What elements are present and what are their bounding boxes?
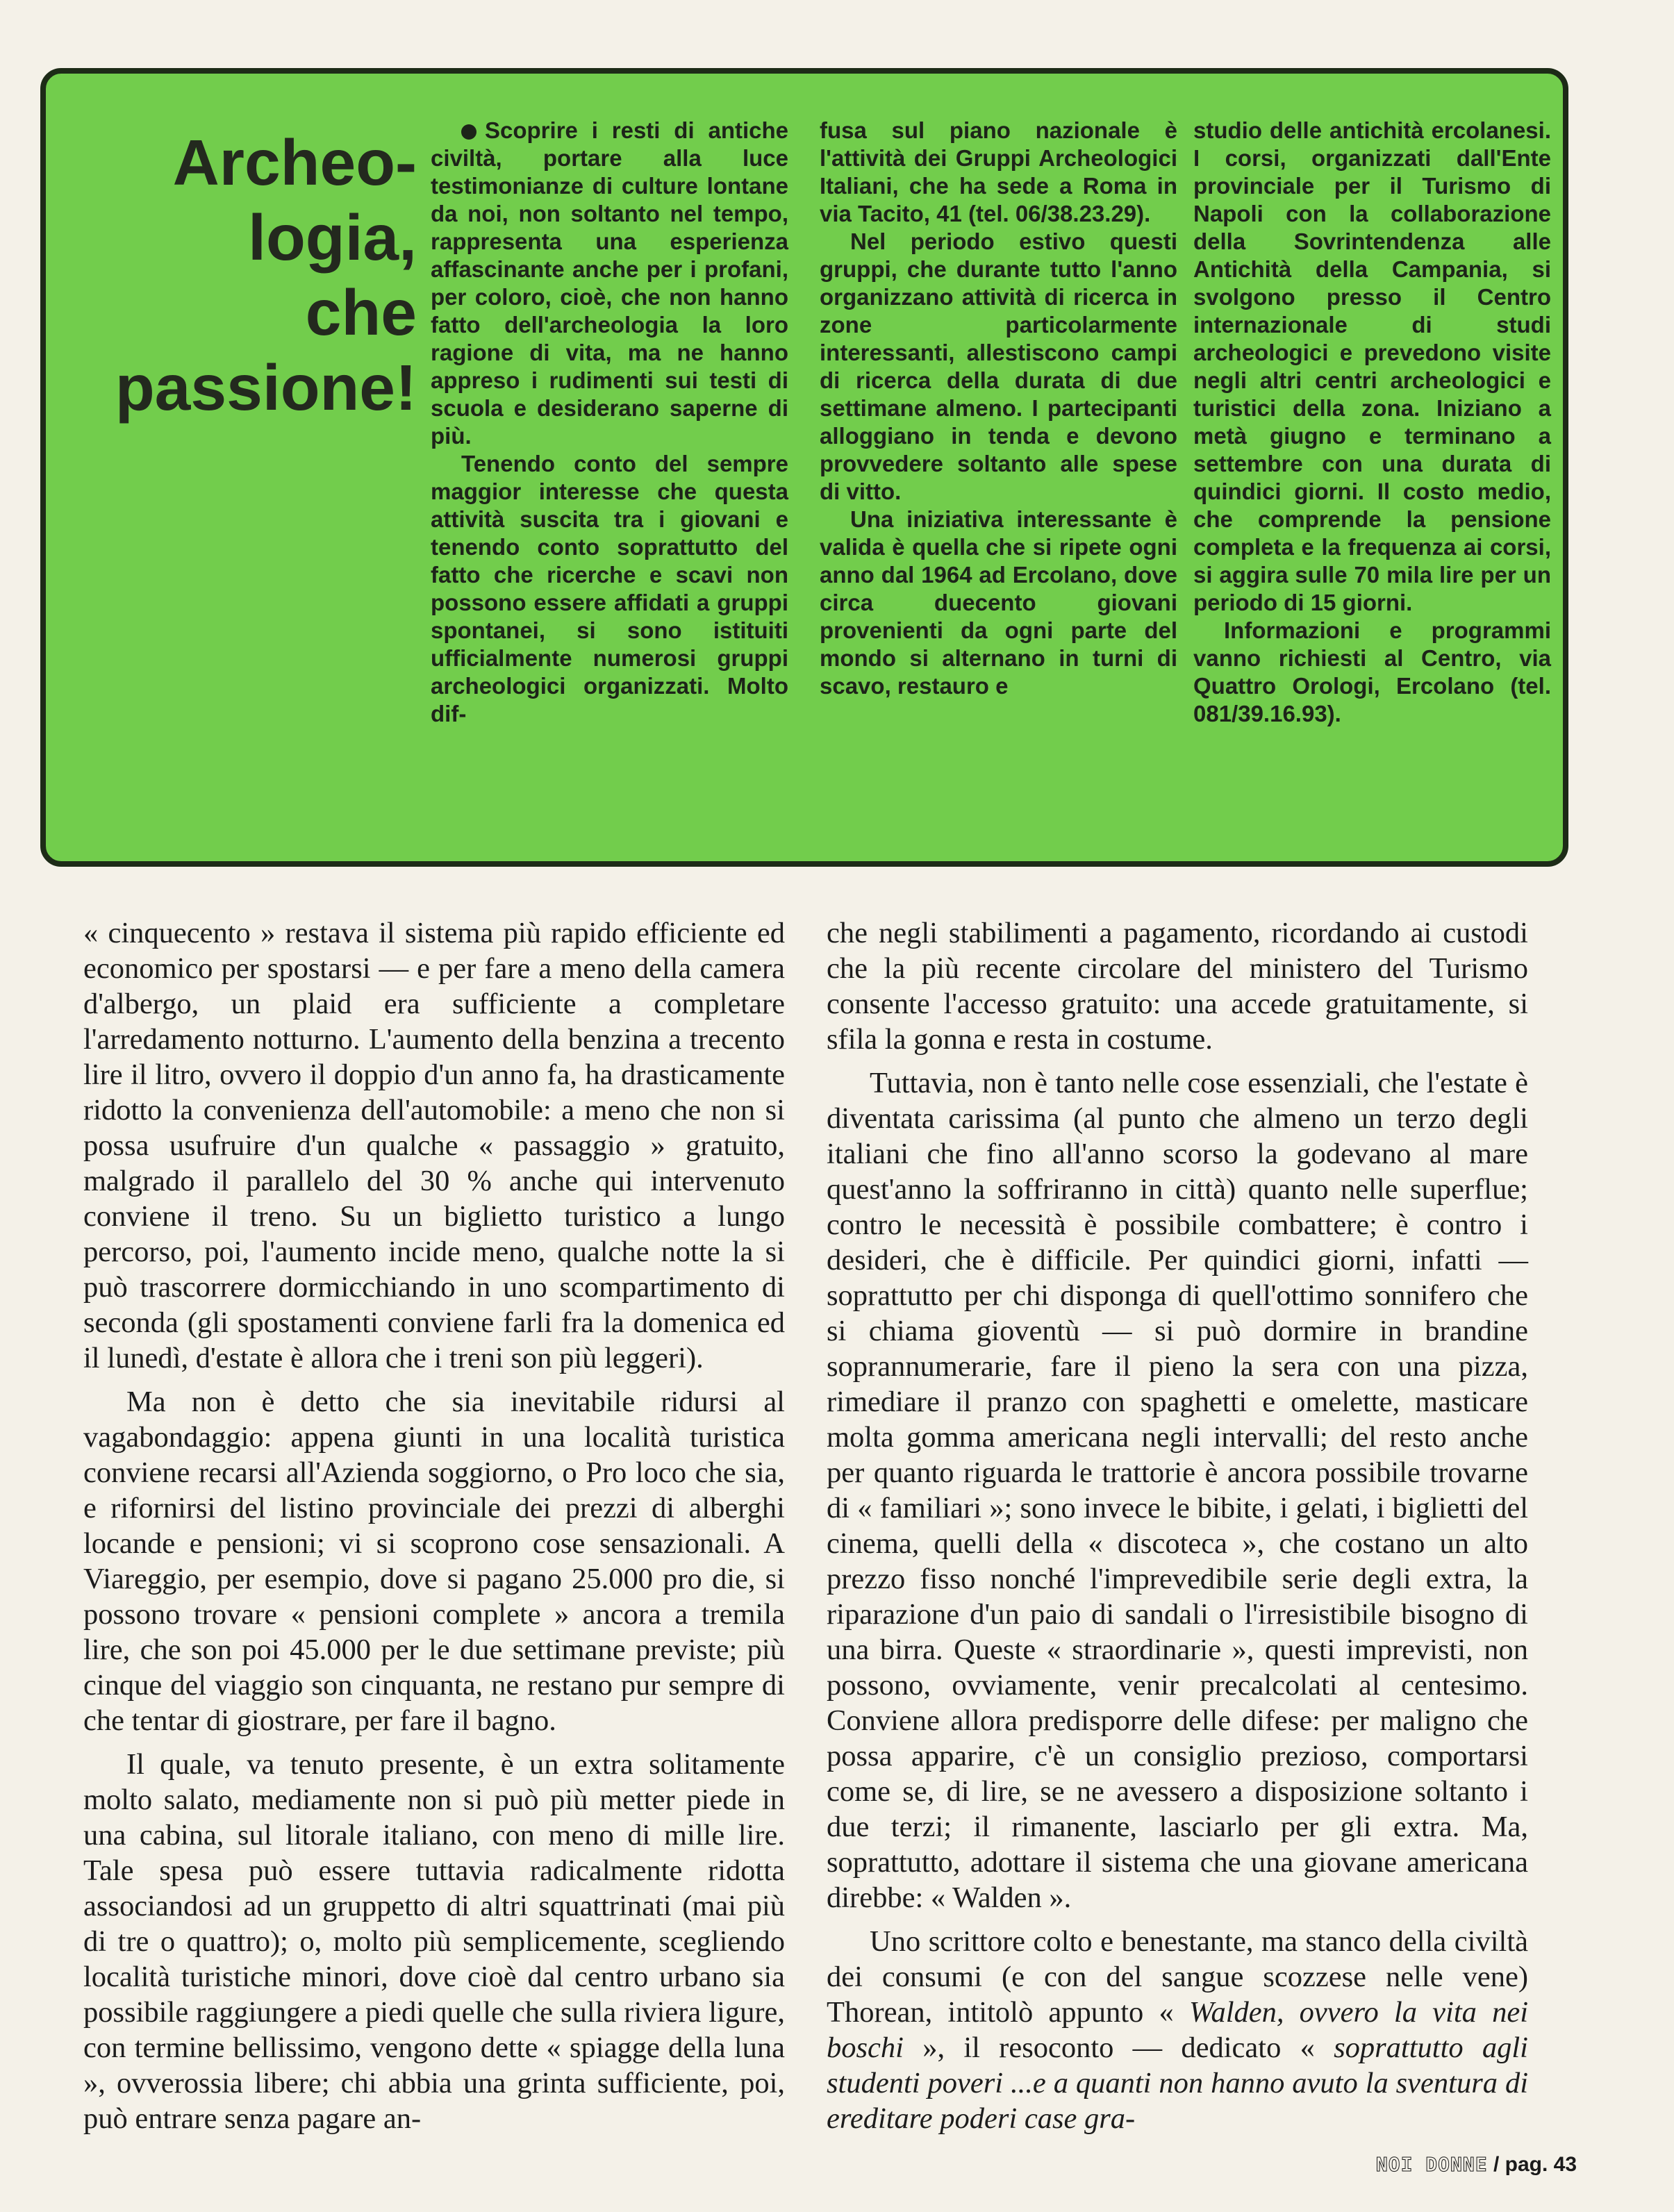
sidebar-paragraph (431, 117, 788, 450)
page-number: pag. 43 (1505, 2153, 1577, 2176)
bullet-icon (461, 124, 476, 140)
article-column-right (827, 915, 1528, 2145)
magazine-name: NOI DONNE (1375, 2153, 1488, 2176)
footer-separator: / (1493, 2153, 1500, 2176)
page-footer (1376, 2153, 1577, 2177)
article-text: », il resoconto — dedicato « (903, 2031, 1334, 2064)
sidebar-paragraph: Informazioni e programmi vanno richiesti al Centro, via Quattro Orologi, Ercolano (tel. 081/39.16.93). (1193, 617, 1551, 726)
article-column-left (83, 915, 785, 2145)
sidebar-paragraph: Tenendo conto del sempre maggior interesse che questa attività suscita tra i giovani e tenendo conto soprattutto del fatto che ricerche e scavi non possono essere affidati a gruppi spontanei, si sono istituiti ufficialmente numerosi gruppi archeologici organizzati. Molto dif- (431, 451, 788, 726)
article-paragraph: che negli stabilimenti a pagamento, ricordando ai custodi che la più recente circolare del ministero del Turismo consente l'accesso gratuito: una accede gratuitamente, si sfila la gonna e resta in costume. (827, 917, 1528, 1056)
sidebar-title (111, 125, 417, 425)
sidebar-paragraph: Nel periodo estivo questi gruppi, che durante tutto l'anno organizzano attività di ricerca in zone particolarmente interessanti, allestiscono campi di ricerca della durata di due settimane almeno. I partecipanti alloggiano in tenda e devono provvedere soltanto alle spese di vitto. (820, 228, 1177, 504)
sidebar-title-line: logia, (248, 201, 417, 274)
sidebar-title-line: passione! (115, 351, 417, 424)
sidebar-paragraph: studio delle antichità ercolanesi. I corsi, organizzati dall'Ente provinciale per il Turismo di Napoli con la collaborazione della Sovrintendenza alle Antichità della Campania, si svolgono presso il Centro internazionale di studi archeologici e prevedono visite negli altri centri archeologici e turistici della zona. Iniziano a metà giugno e terminano a settembre con una durata di quindici giorni. Il costo medio, che comprende la pensione completa e la frequenza ai corsi, si aggira sulle 70 mila lire per un periodo di 15 giorni. (1193, 117, 1551, 615)
article-paragraph: Il quale, va tenuto presente, è un extra solitamente molto salato, mediamente non si può più metter piede in una cabina, sul litorale italiano, con meno di mille lire. Tale spesa può essere tuttavia radicalmente ridotta associandosi ad un gruppetto di altri squattrinati (mai più di tre o quattro); o, molto più semplicemente, scegliendo località turistiche minori, dove cioè dal centro urbano sia possibile raggiungere a piedi quelle che sulla riviera ligure, con termine bellissimo, vengono dette « spiagge della luna », ovverossia libere; chi abbia una grinta sufficiente, poi, può entrare senza pagare an- (83, 1748, 785, 2135)
article-text: Uno scrittore colto e benestante, ma stanco della civiltà dei consumi (e con del sangue scozzese nelle vene) Thorean, intitolò appunto « (827, 1925, 1528, 2029)
article-paragraph (827, 1924, 1528, 2136)
sidebar-title-line: Archeo- (172, 126, 417, 199)
sidebar-paragraph-text: Scoprire i resti di antiche civiltà, portare alla luce testimonianze di culture lontane da noi, non soltanto nel tempo, rappresenta una esperienza affascinante anche per i profani, per coloro, cioè, che non hanno fatto dell'archeologia la loro ragione di vita, ma ne hanno appreso i rudimenti sui testi di scuola e desiderano saperne di più. (431, 117, 788, 449)
book-title: Walden, ovvero la vita nei boschi (827, 1996, 1528, 2064)
sidebar-paragraph: fusa sul piano nazionale è l'attività dei Gruppi Archeologici Italiani, che ha sede a Roma in via Tacito, 41 (tel. 06/38.23.29). (820, 117, 1177, 226)
article-paragraph: Tuttavia, non è tanto nelle cose essenziali, che l'estate è diventata carissima (al punto che almeno un terzo degli italiani che fino all'anno scorso la godevano al mare quest'anno la soffriranno in città) quanto nelle superflue; contro le necessità è possibile combattere; è contro i desideri, che è difficile. Per quindici giorni, infatti — soprattutto per chi disponga di quell'ottimo sonnifero che si chiama gioventù — si può dormire in brandine soprannumerarie, fare il pieno la sera con una pizza, rimediare il pranzo con spaghetti e omelette, masticare molta gomma americana negli intervalli; del resto anche per quanto riguarda le trattorie è ancora possibile trovarne di « familiari »; sono invece le bibite, i gelati, i biglietti del cinema, quelli della « discoteca », che costano un alto prezzo fisso nonché l'imprevedibile serie degli extra, la riparazione d'un paio di sandali o l'irresistibile bisogno di una birra. Queste « straordinarie », questi imprevisti, non possono, ovviamente, venir precalcolati al centesimo. Conviene allora predisporre delle difese: per maligno che possa apparire, c'è un consiglio prezioso, comportarsi come se, di lire, se ne avessero a disposizione soltanto i due terzi; il rimanente, lasciarlo per gli extra. Ma, soprattutto, adottare il sistema che una giovane americana direbbe: « Walden ». (827, 1067, 1528, 1914)
sidebar-title-line: che (305, 276, 417, 349)
article-paragraph: Ma non è detto che sia inevitabile ridursi al vagabondaggio: appena giunti in una località turistica conviene recarsi all'Azienda soggiorno, o Pro loco che sia, e rifornirsi del listino provinciale dei prezzi di alberghi locande e pensioni; vi si scoprono cose sensazionali. A Viareggio, per esempio, dove si pagano 25.000 pro die, si possono trovare « pensioni complete » ancora a tremila lire, che son poi 45.000 per le due settimane previste; più cinque del viaggio son cinquanta, ne restano pur sempre di che tentar di giostrare, per fare il bagno. (83, 1386, 785, 1737)
article-paragraph: « cinquecento » restava il sistema più rapido efficiente ed economico per spostarsi — e per fare a meno della camera d'albergo, un plaid era sufficiente a completare l'arredamento notturno. L'aumento della benzina a trecento lire il litro, ovvero il doppio d'un anno fa, ha drasticamente ridotto la convenienza dell'automobile: a meno che non si possa usufruire d'un qualche « passaggio » gratuito, malgrado il parallelo del 30 % anche qui intervenuto conviene il treno. Su un biglietto turistico a lungo percorso, poi, l'aumento incide meno, qualche notte la si può trascorrere dormicchiando in uno scompartimento di seconda (gli spostamenti conviene farli fra la domenica ed il lunedì, d'estate è allora che i treni son più leggeri). (83, 917, 785, 1374)
sidebar-column-3 (1193, 117, 1551, 728)
sidebar-column-1 (431, 117, 788, 728)
dedication-quote: soprattutto agli studenti poveri ...e a quanti non hanno avuto la sventura di ereditare poderi case gra- (827, 2031, 1528, 2135)
sidebar-paragraph: Una iniziativa interessante è valida è quella che si ripete ogni anno dal 1964 ad Ercolano, dove circa duecento giovani provenienti da ogni parte del mondo si alternano in turni di scavo, restauro e (820, 506, 1177, 699)
sidebar-column-2 (820, 117, 1177, 700)
